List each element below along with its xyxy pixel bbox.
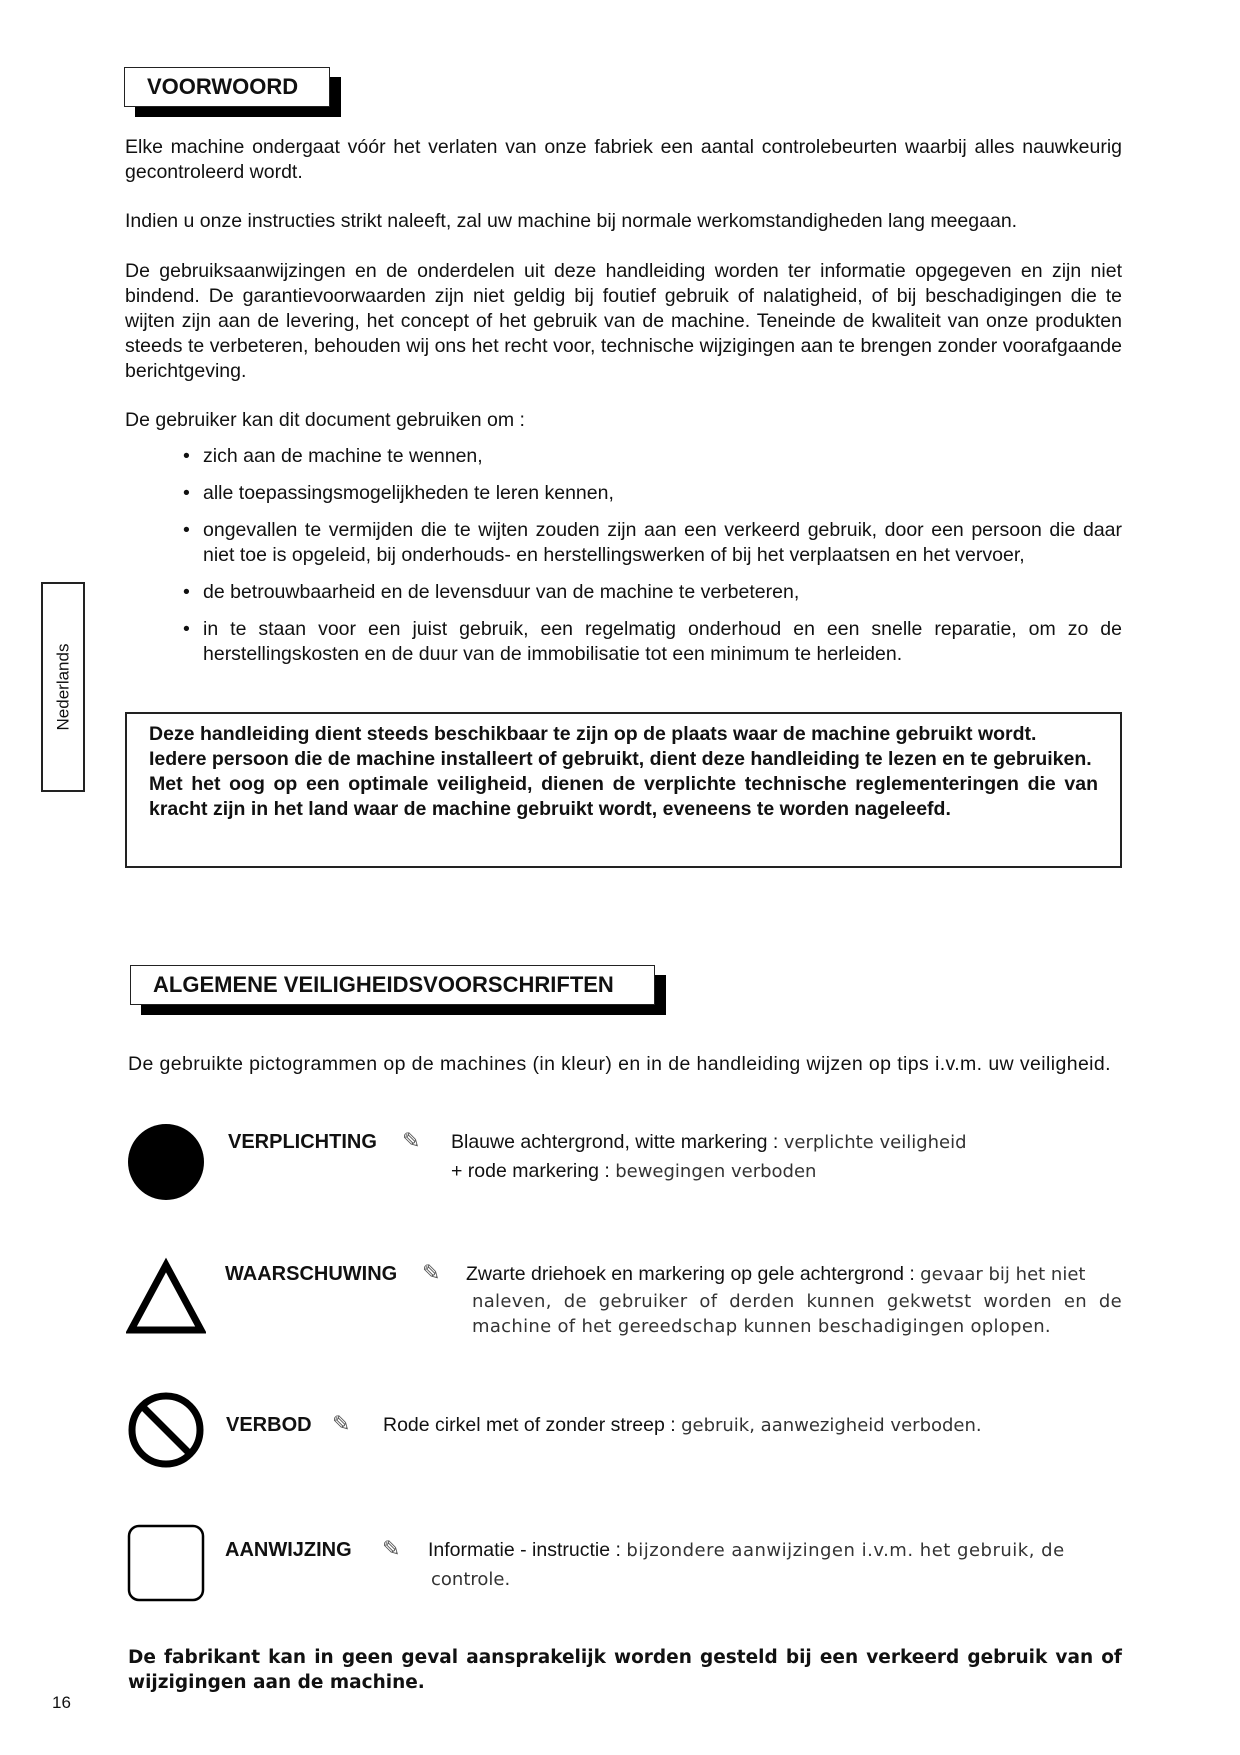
paragraph-intro: Elke machine ondergaat vóór het verlaten van onze fabriek een aantal controlebeurten waarbij alles nauwkeurig gecontroleerd wordt. [125, 136, 1122, 183]
desc-text: Rode cirkel met of zonder streep : [383, 1414, 676, 1436]
warning-triangle-icon [126, 1257, 206, 1337]
list-item: • alle toepassingsmogelijkheden te leren kennen, [183, 481, 1122, 506]
prohibition-circle-icon [126, 1390, 206, 1470]
list-item: • ongevallen te vermijden die te wijten zouden zijn aan een verkeerd gebruik, door een persoon die daar niet toe is opgeleid, bij onderhouds- en herstellingswerken of bij het verplaatsen en het vervoer, [183, 518, 1122, 568]
pictogram-label-instruction: AANWIJZING [225, 1539, 352, 1561]
desc-value: verplichte veiligheid [783, 1132, 967, 1153]
usage-list [183, 444, 1122, 679]
pictogram-label-obligation: VERPLICHTING [228, 1131, 377, 1153]
desc-value: gebruik, aanwezigheid verboden. [681, 1415, 982, 1436]
desc-value: gevaar bij het niet [920, 1264, 1086, 1285]
desc-value: bijzondere aanwijzingen i.v.m. het gebruik, de [626, 1540, 1065, 1561]
pictogram-label-prohibition: VERBOD [226, 1414, 312, 1436]
section-title-text: ALGEMENE VEILIGHEIDSVOORSCHRIFTEN [153, 972, 614, 997]
pencil-icon: ✎ [422, 1260, 441, 1285]
notice-box [125, 712, 1122, 868]
pictogram-desc-warning [466, 1260, 1122, 1339]
paragraph-disclaimer: De gebruiksaanwijzingen en de onderdelen uit deze handleiding worden ter informatie opgegeven en zijn niet bindend. De garantievoorwaarden zijn niet geldig bij foutief gebruik of nalatigheid, of bij beschadigingen die te wijten zijn aan de levering, het concept of het gebruik van de machine. Teneinde de kwaliteit van onze produkten steeds te verbeteren, behouden wij ons het recht voor, technische wijzigingen aan te brengen zonder voorafgaande berichtgeving. [125, 260, 1122, 382]
pictogram-desc-obligation [451, 1128, 1121, 1186]
pictogram-label-warning: WAARSCHUWING [225, 1263, 398, 1285]
pictogram-desc-prohibition [383, 1411, 1122, 1440]
section-title-voorwoord [124, 67, 330, 107]
obligation-circle-icon [126, 1122, 206, 1202]
desc-value: naleven, de gebruiker of derden kunnen gekwetst worden en de machine of het gereedschap kunnen beschadigingen oplopen. [472, 1291, 1122, 1337]
pencil-icon: ✎ [382, 1536, 401, 1561]
list-item: • zich aan de machine te wennen, [183, 444, 1122, 469]
liability-note: De fabrikant kan in geen geval aansprakelijk worden gesteld bij een verkeerd gebruik van of wijzigingen aan de machine. [128, 1647, 1122, 1693]
notice-line: Iedere persoon die de machine installeert of gebruikt, dient deze handleiding te lezen en te gebruiken. [149, 748, 1092, 770]
language-tab-label: Nederlands [53, 643, 73, 731]
notice-line: Deze handleiding dient steeds beschikbaar te zijn op de plaats waar de machine gebruikt wordt. [149, 723, 1037, 745]
desc-text: Zwarte driehoek en markering op gele achtergrond : [466, 1263, 915, 1285]
notice-line: Met het oog op een optimale veiligheid, dienen de verplichte technische reglementeringen die van kracht zijn in het land waar de machine gebruikt wordt, eveneens te worden nageleefd. [149, 773, 1098, 820]
page-number: 16 [52, 1693, 71, 1712]
list-item: • in te staan voor een juist gebruik, een regelmatig onderhoud en een snelle reparatie, om zo de herstellingskosten en de duur van de immobilisatie tot een minimum te herleiden. [183, 617, 1122, 667]
paragraph-instructions: Indien u onze instructies strikt naleeft, zal uw machine bij normale werkomstandigheden lang meegaan. [125, 210, 1018, 232]
desc-text: + rode markering : [451, 1160, 610, 1182]
language-tab [41, 582, 85, 792]
section-title-text: VOORWOORD [147, 74, 299, 99]
section-title-safety [130, 965, 655, 1005]
pencil-icon: ✎ [402, 1128, 421, 1153]
pencil-icon: ✎ [332, 1411, 351, 1436]
instruction-square-icon [126, 1523, 206, 1603]
desc-text: Blauwe achtergrond, witte markering : [451, 1131, 779, 1153]
pictogram-desc-instruction [428, 1536, 1122, 1594]
paragraph-pictogram-intro: De gebruikte pictogrammen op de machines (in kleur) en in de handleiding wijzen op tips i.v.m. uw veiligheid. [128, 1053, 1111, 1075]
desc-value: controle. [431, 1569, 511, 1590]
list-item: • de betrouwbaarheid en de levensduur van de machine te verbeteren, [183, 580, 1122, 605]
desc-value: bewegingen verboden [615, 1161, 817, 1182]
paragraph-usage-lead: De gebruiker kan dit document gebruiken om : [125, 409, 525, 431]
desc-text: Informatie - instructie : [428, 1539, 621, 1561]
